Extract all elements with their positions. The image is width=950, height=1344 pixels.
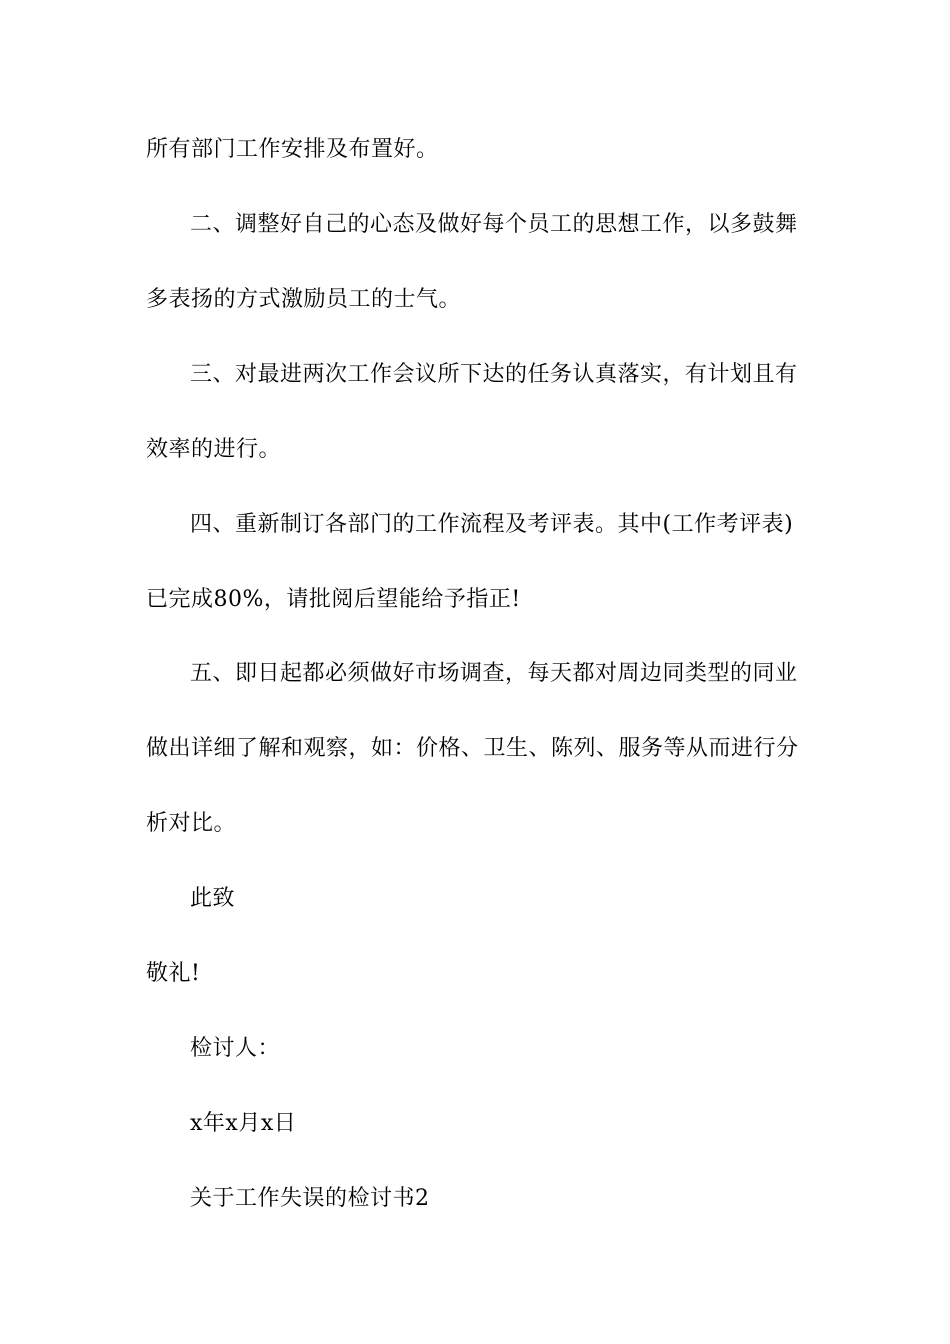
signature-label: 检讨人： bbox=[190, 1036, 281, 1061]
paragraph-line: 做出详细了解和观察，如：价格、卫生、陈列、服务等从而进行分 bbox=[146, 736, 799, 761]
date-line: x年x月x日 bbox=[190, 1111, 297, 1136]
paragraph-line: 二、调整好自己的心态及做好每个员工的思想工作，以多鼓舞 bbox=[190, 212, 798, 237]
paragraph-line: 多表扬的方式激励员工的士气。 bbox=[146, 287, 462, 312]
section-title: 关于工作失误的检讨书2 bbox=[190, 1186, 430, 1211]
paragraph-line: 析对比。 bbox=[146, 811, 237, 836]
paragraph-line: 已完成80%，请批阅后望能给予指正! bbox=[146, 587, 521, 612]
closing-regards: 敬礼! bbox=[146, 961, 201, 986]
paragraph-line: 三、对最进两次工作会议所下达的任务认真落实，有计划且有 bbox=[190, 362, 798, 387]
paragraph-line: 五、即日起都必须做好市场调查，每天都对周边同类型的同业 bbox=[190, 661, 798, 686]
paragraph-line: 效率的进行。 bbox=[146, 437, 282, 462]
paragraph-line: 所有部门工作安排及布置好。 bbox=[146, 137, 439, 162]
paragraph-line: 四、重新制订各部门的工作流程及考评表。其中(工作考评表) bbox=[190, 512, 794, 537]
closing-salutation: 此致 bbox=[190, 886, 236, 911]
